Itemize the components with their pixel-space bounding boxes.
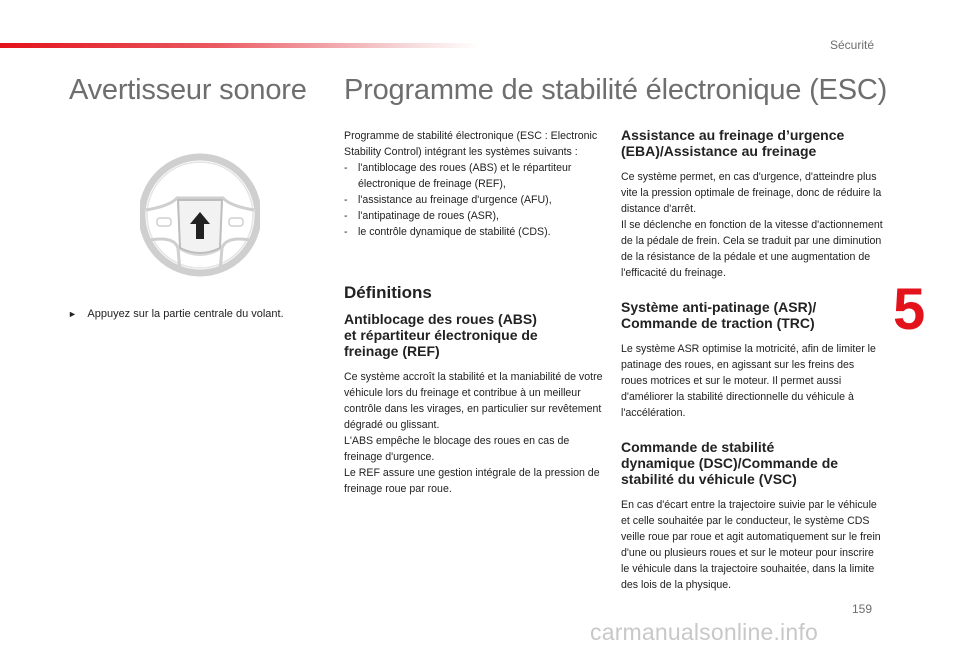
definitions-heading: Définitions — [344, 283, 432, 302]
esc-intro: Programme de stabilité électronique (ESC : Electronic Stability Control) intégrant les systèmes suivants : — [344, 130, 598, 158]
dsc-heading: Commande de stabilité dynamique (DSC)/Commande de stabilité du véhicule (VSC) — [621, 439, 839, 487]
section-label: Sécurité — [829, 38, 874, 52]
list-item: - le contrôle dynamique de stabilité (CDS). — [344, 226, 551, 238]
horn-title: Avertisseur sonore — [69, 74, 307, 106]
eba-text: Il se déclenche en fonction de la vitesse d'actionnement de la pédale de frein. Cela se traduit par une diminution de la résistance de la pédale et une augmentation de l'efficacité du freinage. — [621, 219, 883, 279]
definitions-right-column — [621, 127, 883, 593]
eba-heading: Assistance au freinage d’urgence (EBA)/Assistance au freinage — [621, 127, 845, 159]
esc-main-column — [344, 128, 606, 497]
list-item: - l'antipatinage de roues (ASR), — [344, 210, 499, 222]
steering-wheel-illustration — [140, 140, 260, 290]
arrow-bullet-icon: ► — [68, 309, 77, 319]
dsc-text: En cas d'écart entre la trajectoire suivie par le véhicule et celle souhaitée par le conducteur, le système CDS veille roue par roue et agit automatiquement sur le frein d'une ou plusieurs roues et sur le moteur pour inscrire le véhicule dans la trajectoire souhaitée, dans la limite des lois de la physique. — [621, 499, 881, 591]
header-accent-bar — [0, 43, 480, 48]
watermark: carmanualsonline.info — [590, 619, 818, 645]
eba-text: Ce système permet, en cas d'urgence, d'atteindre plus vite la pression optimale de freinage, donc de réduire la distance d'arrêt. — [621, 171, 882, 215]
asr-heading: Système anti-patinage (ASR)/ Commande de traction (TRC) — [621, 299, 817, 331]
asr-text: Le système ASR optimise la motricité, afin de limiter le patinage des roues, en agissant sur les freins des roues motrices et sur le moteur. Il permet aussi d'améliorer la stabilité directionnelle du véhicule à l'accélération. — [621, 343, 876, 419]
abs-heading: Antiblocage des roues (ABS) et répartiteur électronique de freinage (REF) — [344, 311, 538, 359]
esc-title: Programme de stabilité électronique (ESC) — [344, 74, 888, 106]
page-number: 159 — [851, 602, 872, 616]
list-item: - l'antiblocage des roues (ABS) et le répartiteur électronique de freinage (REF), — [344, 162, 572, 190]
esc-systems-list — [344, 160, 606, 240]
horn-instruction — [68, 308, 284, 320]
horn-instruction-text: Appuyez sur la partie centrale du volant. — [87, 308, 284, 320]
chapter-number: 5 — [893, 277, 926, 342]
list-item: - l'assistance au freinage d'urgence (AFU), — [344, 194, 552, 206]
abs-text: L'ABS empêche le blocage des roues en cas de freinage d'urgence. — [344, 435, 570, 463]
ref-text: Le REF assure une gestion intégrale de la pression de freinage roue par roue. — [344, 467, 600, 495]
abs-text: Ce système accroît la stabilité et la maniabilité de votre véhicule lors du freinage et contribue à un meilleur contrôle dans les virages, en particulier sur revêtement dégradé ou glissant. — [344, 371, 603, 431]
